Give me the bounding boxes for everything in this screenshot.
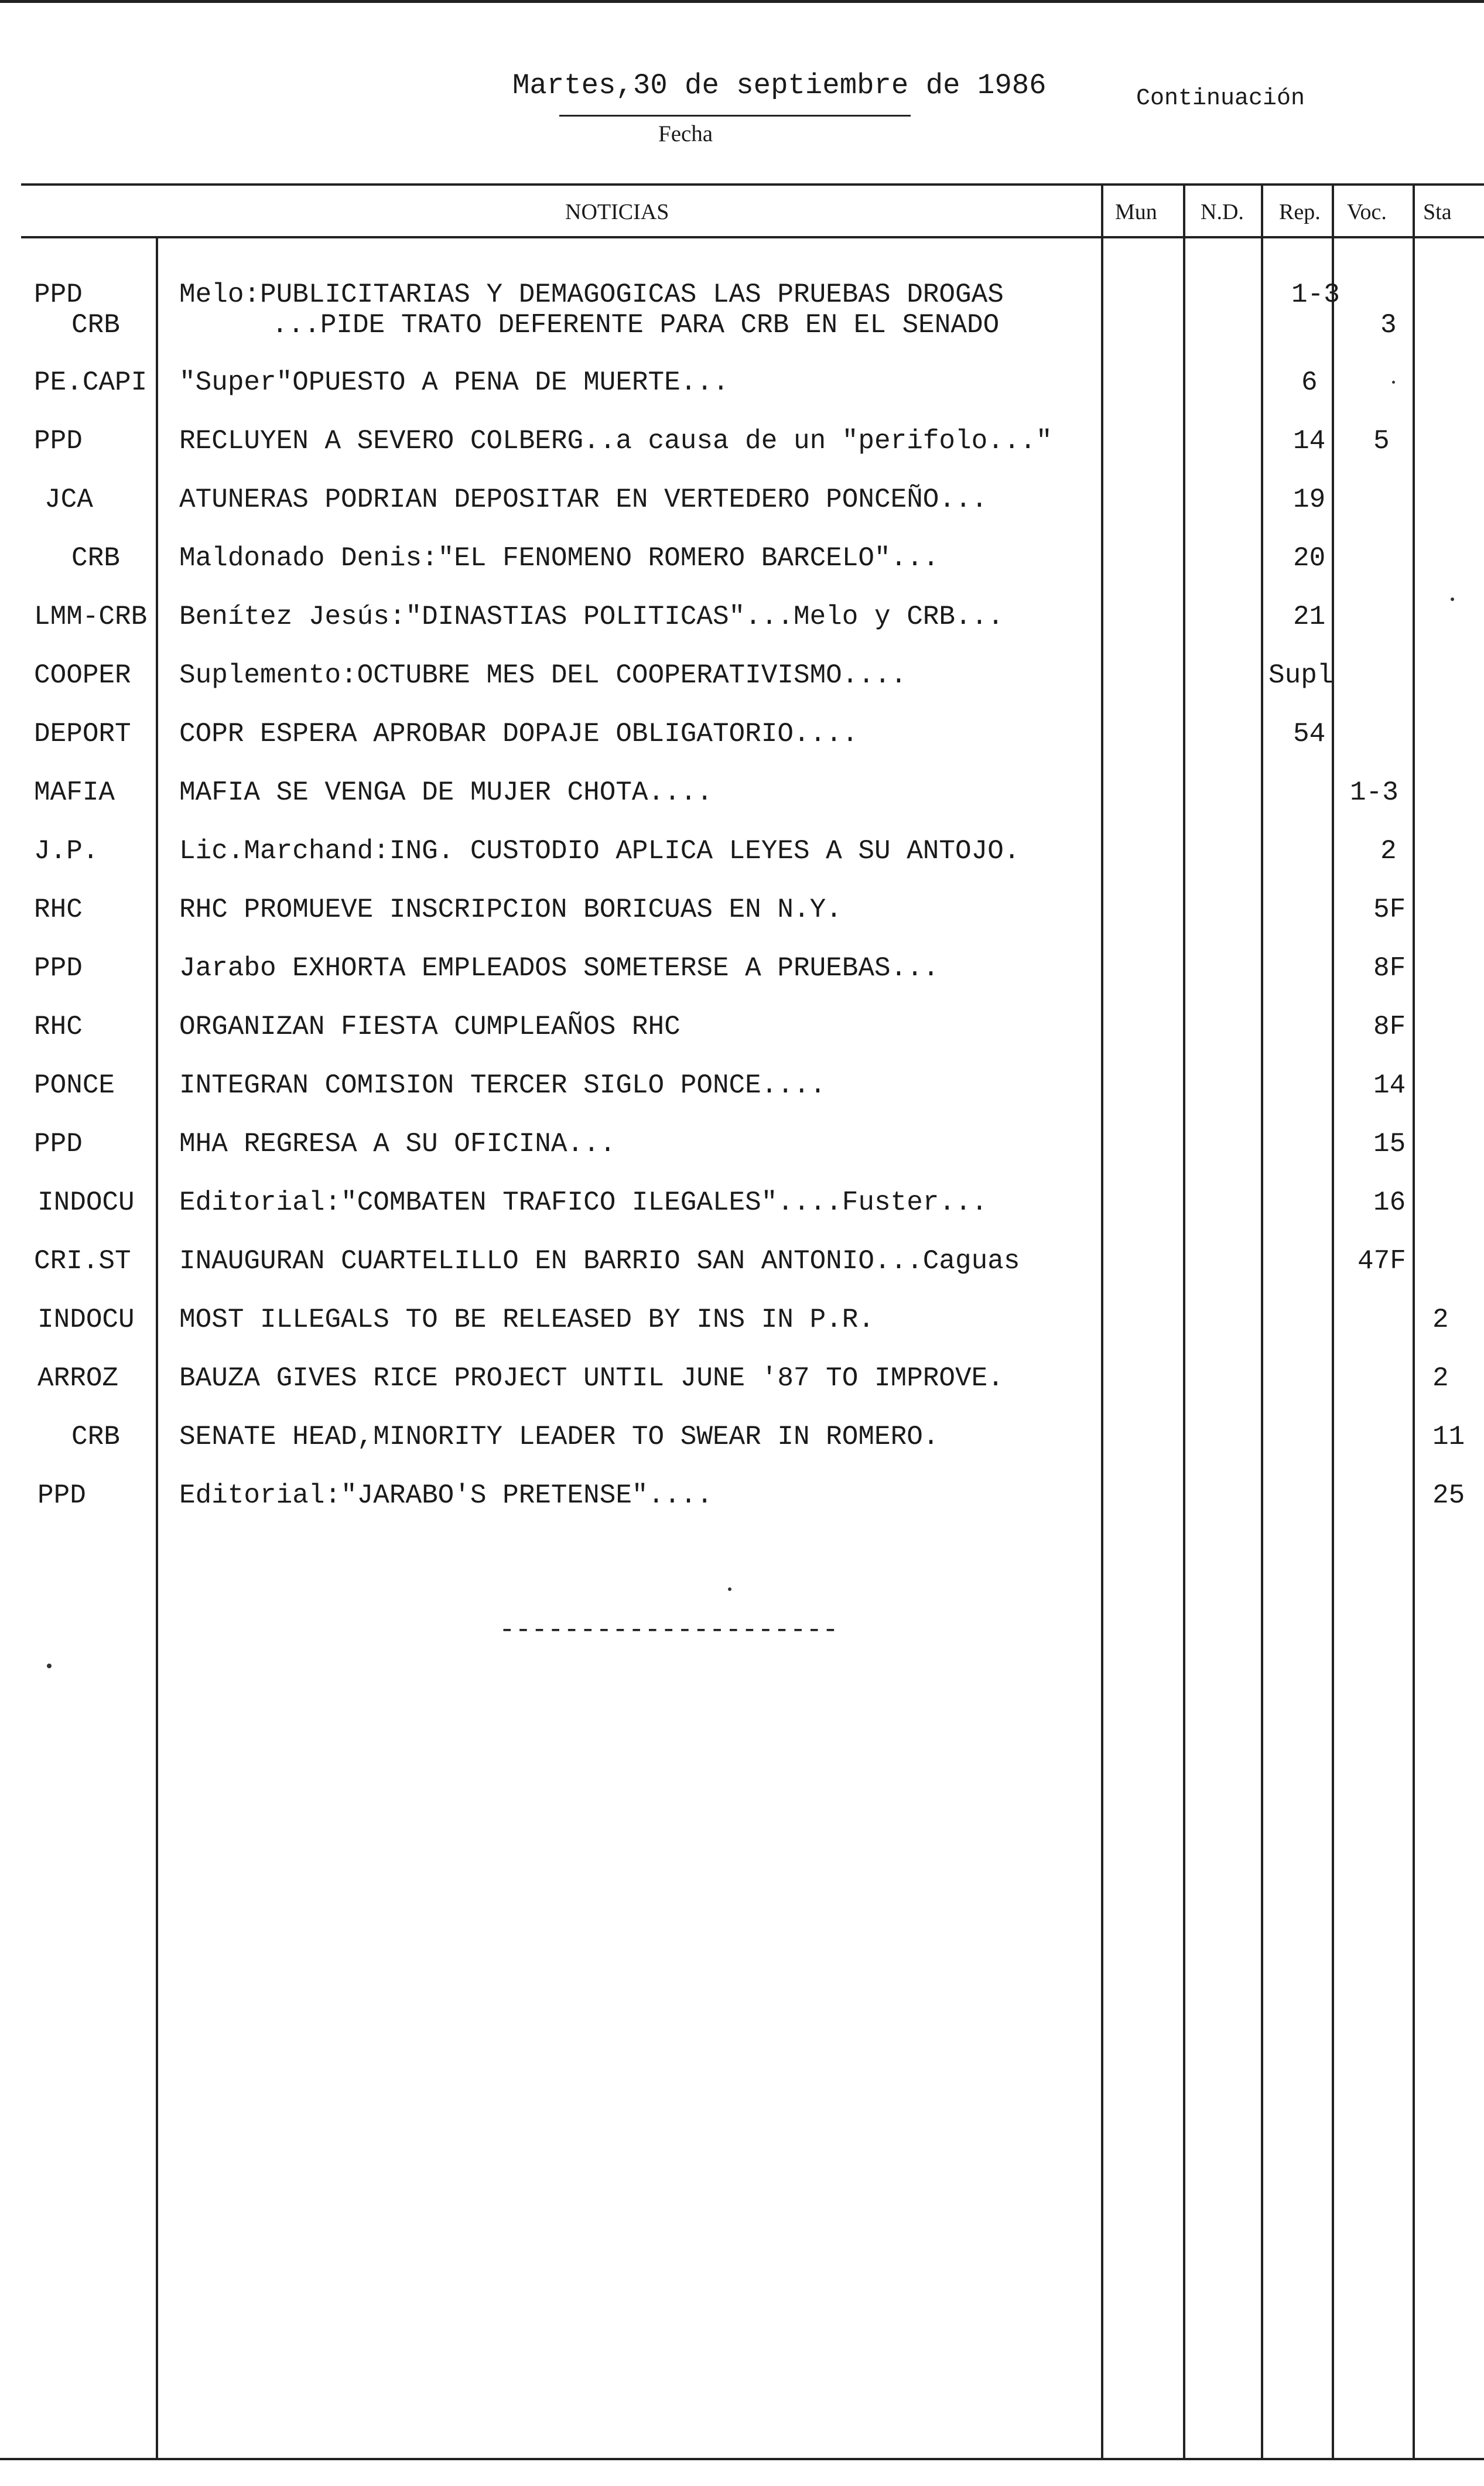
row-headline: INTEGRAN COMISION TERCER SIGLO PONCE.... <box>179 1070 826 1101</box>
row-code: PPD <box>34 953 83 984</box>
row-rep-page: Supl <box>1268 660 1333 691</box>
row-code: ARROZ <box>37 1363 119 1394</box>
continuation-label: Continuación <box>1136 86 1305 112</box>
rep-column-divider <box>1332 183 1334 2458</box>
table-header-rule <box>21 236 1484 238</box>
row-headline: MOST ILLEGALS TO BE RELEASED BY INS IN P.R. <box>179 1305 874 1335</box>
row-star-page: 11 <box>1432 1422 1465 1452</box>
header-mun: Mun <box>1115 200 1157 224</box>
row-headline: MHA REGRESA A SU OFICINA... <box>179 1129 616 1159</box>
end-separator: --------------------- <box>499 1615 839 1645</box>
row-code: PE.CAPI <box>34 367 148 398</box>
row-code: MAFIA <box>34 777 115 808</box>
row-code: CRB <box>71 1422 120 1452</box>
row-voc-page: 47F <box>1358 1246 1406 1276</box>
date-label: Fecha <box>658 121 713 146</box>
row-headline: SENATE HEAD,MINORITY LEADER TO SWEAR IN ROMERO. <box>179 1422 939 1452</box>
row-headline: ATUNERAS PODRIAN DEPOSITAR EN VERTEDERO PONCEÑO... <box>179 484 988 515</box>
header-rep: Rep. <box>1279 200 1321 224</box>
row-rep-page: 54 <box>1293 719 1326 749</box>
row-voc-page: 2 <box>1380 836 1397 866</box>
row-voc-page: 1-3 <box>1350 777 1398 808</box>
scan-speck <box>1392 381 1395 384</box>
header-star: Sta <box>1423 200 1452 224</box>
row-headline: MAFIA SE VENGA DE MUJER CHOTA.... <box>179 777 713 808</box>
row-headline: BAUZA GIVES RICE PROJECT UNTIL JUNE '87 TO IMPROVE. <box>179 1363 1004 1394</box>
row-headline: Melo:PUBLICITARIAS Y DEMAGOGICAS LAS PRUEBAS DROGAS <box>179 279 1004 310</box>
row-code: COOPER <box>34 660 131 691</box>
header-voc: Voc. <box>1347 200 1387 224</box>
row-code: LMM-CRB <box>34 602 148 632</box>
row-headline: Maldonado Denis:"EL FENOMENO ROMERO BARCELO"... <box>179 543 939 573</box>
row-voc-page: 8F <box>1373 1012 1406 1042</box>
row-headline: COPR ESPERA APROBAR DOPAJE OBLIGATORIO.... <box>179 719 859 749</box>
row-headline: Lic.Marchand:ING. CUSTODIO APLICA LEYES A SU ANTOJO. <box>179 836 1020 866</box>
row-star-page: 2 <box>1432 1363 1449 1394</box>
header-nd: N.D. <box>1201 200 1244 224</box>
row-rep-page: 6 <box>1301 367 1318 398</box>
row-code: CRB <box>71 310 120 340</box>
row-star-page: 25 <box>1432 1480 1465 1511</box>
news-column-divider <box>1101 183 1103 2458</box>
row-star-page: 2 <box>1432 1305 1449 1335</box>
row-headline: RHC PROMUEVE INSCRIPCION BORICUAS EN N.Y. <box>179 894 842 925</box>
row-headline: Jarabo EXHORTA EMPLEADOS SOMETERSE A PRUEBAS... <box>179 953 939 984</box>
row-code: PONCE <box>34 1070 115 1101</box>
row-code: CRB <box>71 543 120 573</box>
row-voc-page: 5F <box>1373 894 1406 925</box>
row-code: RHC <box>34 894 83 925</box>
row-voc-page: 3 <box>1380 310 1397 340</box>
row-headline: Suplemento:OCTUBRE MES DEL COOPERATIVISMO.... <box>179 660 907 691</box>
row-code: INDOCU <box>37 1187 135 1218</box>
row-code: J.P. <box>34 836 99 866</box>
row-code: PPD <box>34 426 83 456</box>
row-voc-page: 14 <box>1373 1070 1406 1101</box>
row-rep-page: 19 <box>1293 484 1326 515</box>
row-code: RHC <box>34 1012 83 1042</box>
row-headline: ...PIDE TRATO DEFERENTE PARA CRB EN EL SENADO <box>272 310 1000 340</box>
row-headline: Editorial:"COMBATEN TRAFICO ILEGALES"....Fuster... <box>179 1187 988 1218</box>
row-headline: "Super"OPUESTO A PENA DE MUERTE... <box>179 367 729 398</box>
row-code: PPD <box>34 279 83 310</box>
row-voc-page: 16 <box>1373 1187 1406 1218</box>
row-voc-page: 8F <box>1373 953 1406 984</box>
code-column-divider <box>156 237 158 2458</box>
row-headline: INAUGURAN CUARTELILLO EN BARRIO SAN ANTONIO...Caguas <box>179 1246 1020 1276</box>
row-code: JCA <box>45 484 93 515</box>
row-rep-page: 21 <box>1293 602 1326 632</box>
row-headline: Benítez Jesús:"DINASTIAS POLITICAS"...Melo y CRB... <box>179 602 1004 632</box>
row-rep-page: 1-3 <box>1291 279 1340 310</box>
header-noticias: NOTICIAS <box>565 200 669 224</box>
voc-column-divider <box>1413 183 1415 2458</box>
scan-speck <box>47 1664 52 1668</box>
row-headline: RECLUYEN A SEVERO COLBERG..a causa de un "perifolo..." <box>179 426 1052 456</box>
row-voc-page: 5 <box>1373 426 1390 456</box>
row-code: PPD <box>34 1129 83 1159</box>
date-underline <box>559 115 911 117</box>
row-code: INDOCU <box>37 1305 135 1335</box>
row-rep-page: 20 <box>1293 543 1326 573</box>
mun-column-divider <box>1183 183 1185 2458</box>
scan-speck <box>728 1587 731 1591</box>
row-headline: Editorial:"JARABO'S PRETENSE".... <box>179 1480 713 1511</box>
row-code: DEPORT <box>34 719 131 749</box>
date-heading: Martes,30 de septiembre de 1986 <box>512 69 1047 102</box>
row-voc-page: 15 <box>1373 1129 1406 1159</box>
scan-speck <box>1451 597 1454 601</box>
row-rep-page: 14 <box>1293 426 1326 456</box>
row-headline: ORGANIZAN FIESTA CUMPLEAÑOS RHC <box>179 1012 681 1042</box>
row-code: CRI.ST <box>34 1246 131 1276</box>
row-code: PPD <box>37 1480 86 1511</box>
table-top-rule <box>21 183 1484 186</box>
top-edge-line <box>0 0 1484 3</box>
nd-column-divider <box>1261 183 1263 2458</box>
